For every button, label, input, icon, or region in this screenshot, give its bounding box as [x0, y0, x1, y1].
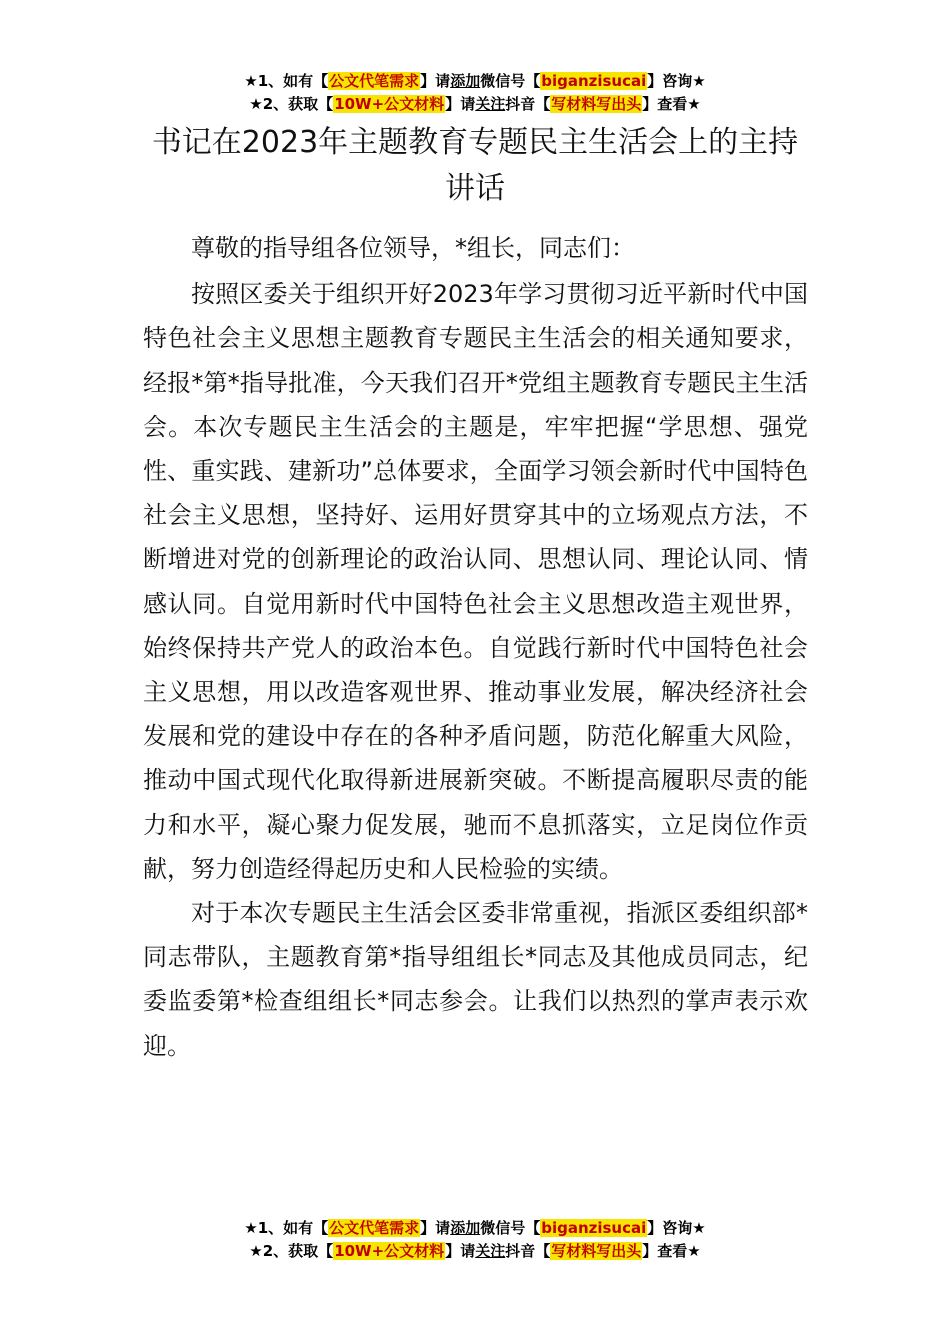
banner-text: 】请 — [420, 72, 451, 90]
banner-line-2 — [0, 93, 950, 116]
banner-text: 】查看★ — [642, 1242, 701, 1260]
banner-highlight: 公文代笔需求 — [329, 72, 420, 90]
banner-underlined: 关注 — [475, 1242, 506, 1260]
banner-line-1 — [0, 1217, 950, 1240]
document-title: 书记在2023年主题教育专题民主生活会上的主持讲话 — [151, 125, 799, 206]
banner-text: 】请 — [420, 1219, 451, 1237]
douyin-id-highlight: 写材料写出头 — [551, 1242, 642, 1260]
document-body — [143, 226, 808, 1068]
douyin-id-highlight: 写材料写出头 — [551, 95, 642, 113]
banner-highlight: 公文代笔需求 — [329, 1219, 420, 1237]
banner-text: 】查看★ — [642, 95, 701, 113]
paragraph-1: 按照区委关于组织开好2023年学习贯彻习近平新时代中国特色社会主义思想主题教育专题民主生活会的相关通知要求，经报*第*指导批准，今天我们召开*党组主题教育专题民主生活会。本次专题民主生活会的主题是，牢牢把握“学思想、强党性、重实践、建新功”总体要求，全面学习领会新时代中国特色社会主义思想，坚持好、运用好贯穿其中的立场观点方法，不断增进对党的创新理论的政治认同、思想认同、理论认同、情感认同。自觉用新时代中国特色社会主义思想改造主观世界，始终保持共产党人的政治本色。自觉践行新时代中国特色社会主义思想，用以改造客观世界、推动事业发展，解决经济社会发展和党的建设中存在的各种矛盾问题，防范化解重大风险，推动中国式现代化取得新进展新突破。不断提高履职尽责的能力和水平，凝心聚力促发展，驰而不息抓落实，立足岗位作贡献，努力创造经得起历史和人民检验的实绩。 — [143, 280, 808, 883]
banner-text: 微信号【 — [480, 72, 541, 90]
banner-text: ★2、获取【 — [249, 95, 334, 113]
banner-highlight: 10W+公文材料 — [334, 1242, 445, 1260]
paragraph-2: 对于本次专题民主生活会区委非常重视，指派区委组织部*同志带队，主题教育第*指导组组长*同志及其他成员同志，纪委监委第*检查组组长*同志参会。让我们以热烈的掌声表示欢迎。 — [143, 899, 808, 1060]
bottom-banner — [0, 1217, 950, 1263]
banner-text: ★1、如有【 — [244, 72, 329, 90]
banner-line-2 — [0, 1240, 950, 1263]
salutation: 尊敬的指导组各位领导，*组长，同志们： — [191, 234, 635, 262]
banner-underlined: 关注 — [475, 95, 506, 113]
banner-underlined: 添加 — [450, 72, 481, 90]
banner-text: ★2、获取【 — [249, 1242, 334, 1260]
banner-highlight: 10W+公文材料 — [334, 95, 445, 113]
banner-text: 】请 — [445, 95, 476, 113]
wechat-id-highlight: biganzisucai — [541, 72, 647, 90]
banner-text: 】咨询★ — [647, 1219, 706, 1237]
banner-text: 】请 — [445, 1242, 476, 1260]
banner-text: 抖音【 — [505, 95, 551, 113]
banner-text: 】咨询★ — [647, 72, 706, 90]
banner-text: ★1、如有【 — [244, 1219, 329, 1237]
banner-underlined: 添加 — [450, 1219, 481, 1237]
wechat-id-highlight: biganzisucai — [541, 1219, 647, 1237]
top-banner — [0, 70, 950, 116]
banner-text: 微信号【 — [480, 1219, 541, 1237]
banner-line-1 — [0, 70, 950, 93]
banner-text: 抖音【 — [505, 1242, 551, 1260]
